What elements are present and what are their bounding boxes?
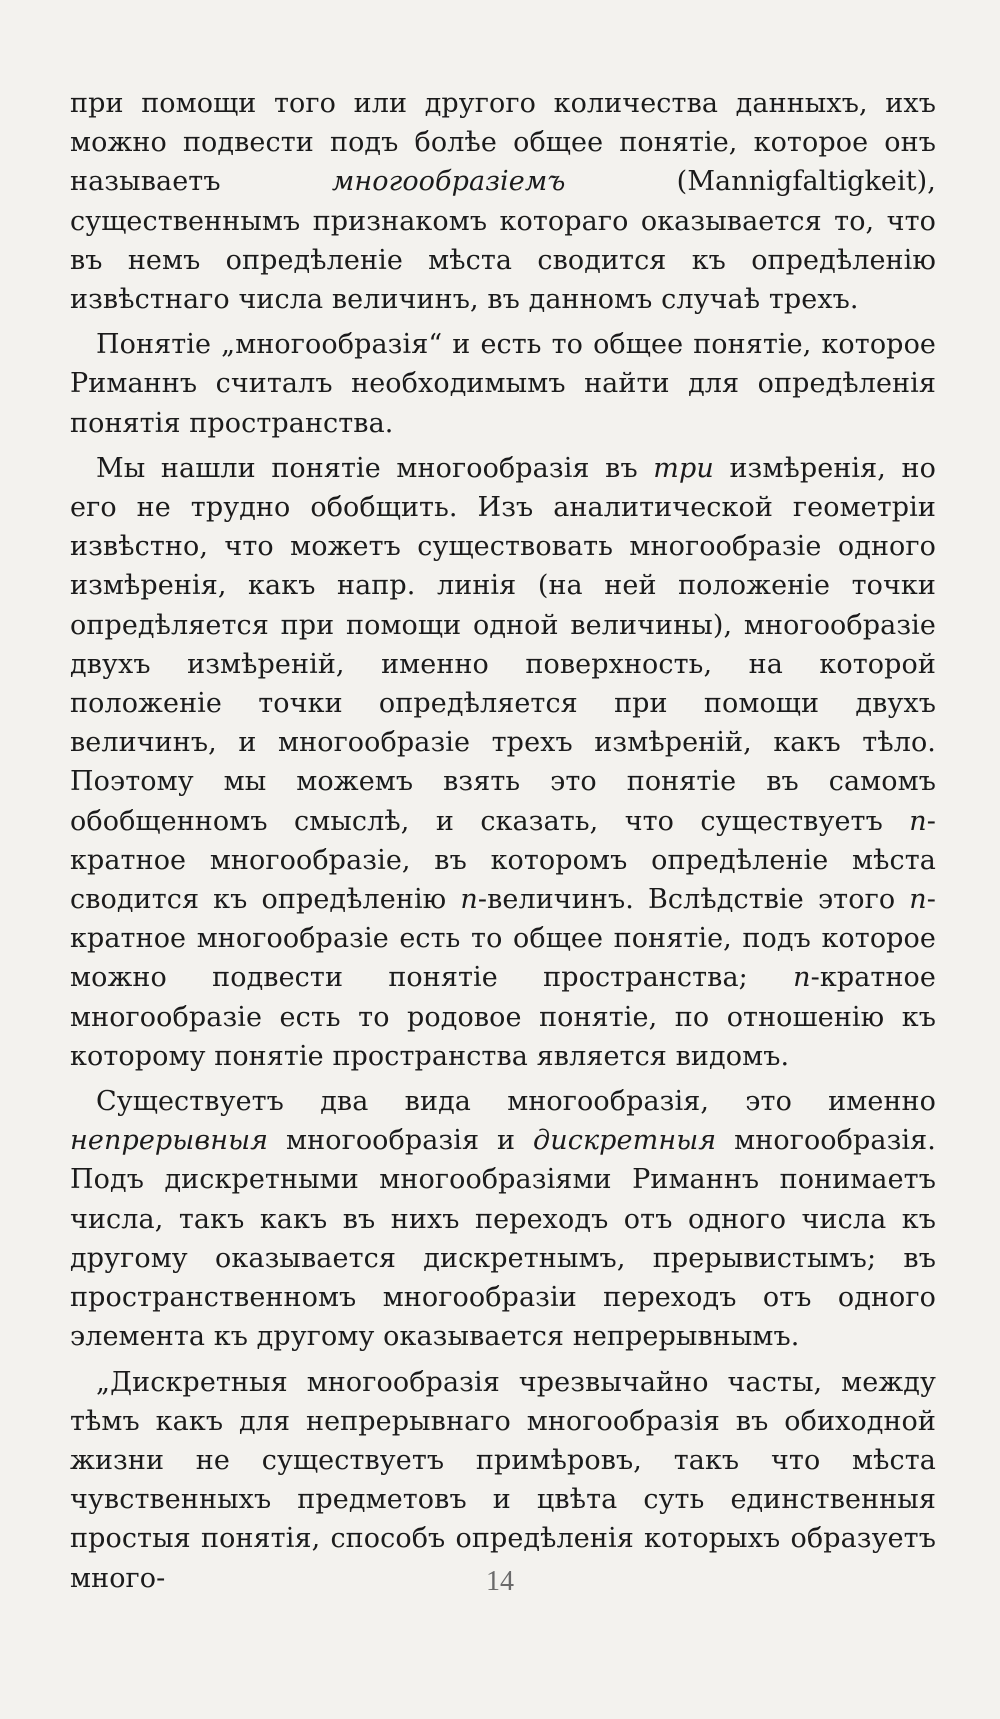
emphasized-text: n <box>909 805 927 837</box>
paragraph <box>70 84 936 319</box>
emphasized-text: дискретныя <box>533 1125 717 1157</box>
paragraph <box>70 1363 936 1598</box>
emphasized-text: непрерывныя <box>70 1125 269 1157</box>
paragraph <box>70 325 936 443</box>
text-run: Мы нашли понятіе многообразія въ <box>96 452 654 484</box>
body-text <box>70 84 936 1604</box>
emphasized-text: n <box>909 884 927 916</box>
text-run: Понятіе „многообразія“ и есть то общее понятіе, которое Риманнъ считалъ необходимымъ найти для опредѣленія понятія пространства. <box>70 329 936 439</box>
text-run: -кратное многообразіе есть то общее понятіе, подъ которое можно подвести понятіе пространства; <box>70 884 936 994</box>
paragraph <box>70 1082 936 1356</box>
text-run: „Дискретныя многообразія чрезвычайно часты, между тѣмъ какъ для непрерывнаго многообразія въ обиходной жизни не существуетъ примѣровъ, такъ что мѣста чувственныхъ предметовъ и цвѣта суть единственныя простыя понятія, способъ опредѣленія которыхъ образуетъ много- <box>70 1366 936 1594</box>
text-run: измѣренія, но его не трудно обобщить. Изъ аналитической геометріи извѣстно, что можетъ существовать многообразіе одного измѣренія, какъ напр. линія (на ней положеніе точки опредѣляется при помощи одной величины), многообразіе двухъ измѣреній, именно поверхность, на которой положеніе точки опредѣляется при помощи двухъ величинъ, и многообразіе трехъ измѣреній, какъ тѣло. Поэтому мы можемъ взять это понятіе въ самомъ обобщенномъ смыслѣ, и сказать, что существуетъ <box>70 452 936 837</box>
text-run: многообразія и <box>268 1125 534 1157</box>
text-run: -кратное многообразіе, въ которомъ опредѣленіе мѣста сводится къ опредѣленію <box>70 805 936 916</box>
text-run: при помощи того или другого количества данныхъ, ихъ можно подвести подъ болѣе общее понятіе, которое онъ называетъ <box>70 88 936 198</box>
text-run: -величинъ. Вслѣдствіе этого <box>477 884 910 916</box>
text-run: (Mannigfaltigkeit), существеннымъ признакомъ котораго оказывается то, что въ немъ опредѣленіе мѣста сводится къ опредѣленію извѣстнаго числа величинъ, въ данномъ случаѣ трехъ. <box>70 166 936 316</box>
emphasized-text: многообразіемъ <box>331 166 566 198</box>
text-run: -кратное многообразіе есть то родовое понятіе, по отношенію къ которому понятіе пространства является видомъ. <box>70 962 936 1072</box>
text-run: Существуетъ два вида многообразія, это именно <box>96 1086 936 1118</box>
text-run: многообразія. Подъ дискретными многообразіями Риманнъ понимаетъ числа, такъ какъ въ нихъ переходъ отъ одного числа къ другому оказывается дискретнымъ, прерывистымъ; въ пространственномъ многообразіи переходъ отъ одного элемента къ другому оказывается непрерывнымъ. <box>70 1125 936 1353</box>
emphasized-text: n <box>460 884 478 916</box>
emphasized-text: три <box>653 452 714 484</box>
emphasized-text: n <box>793 962 811 994</box>
paragraph <box>70 449 936 1076</box>
page-number: 14 <box>486 1566 514 1597</box>
